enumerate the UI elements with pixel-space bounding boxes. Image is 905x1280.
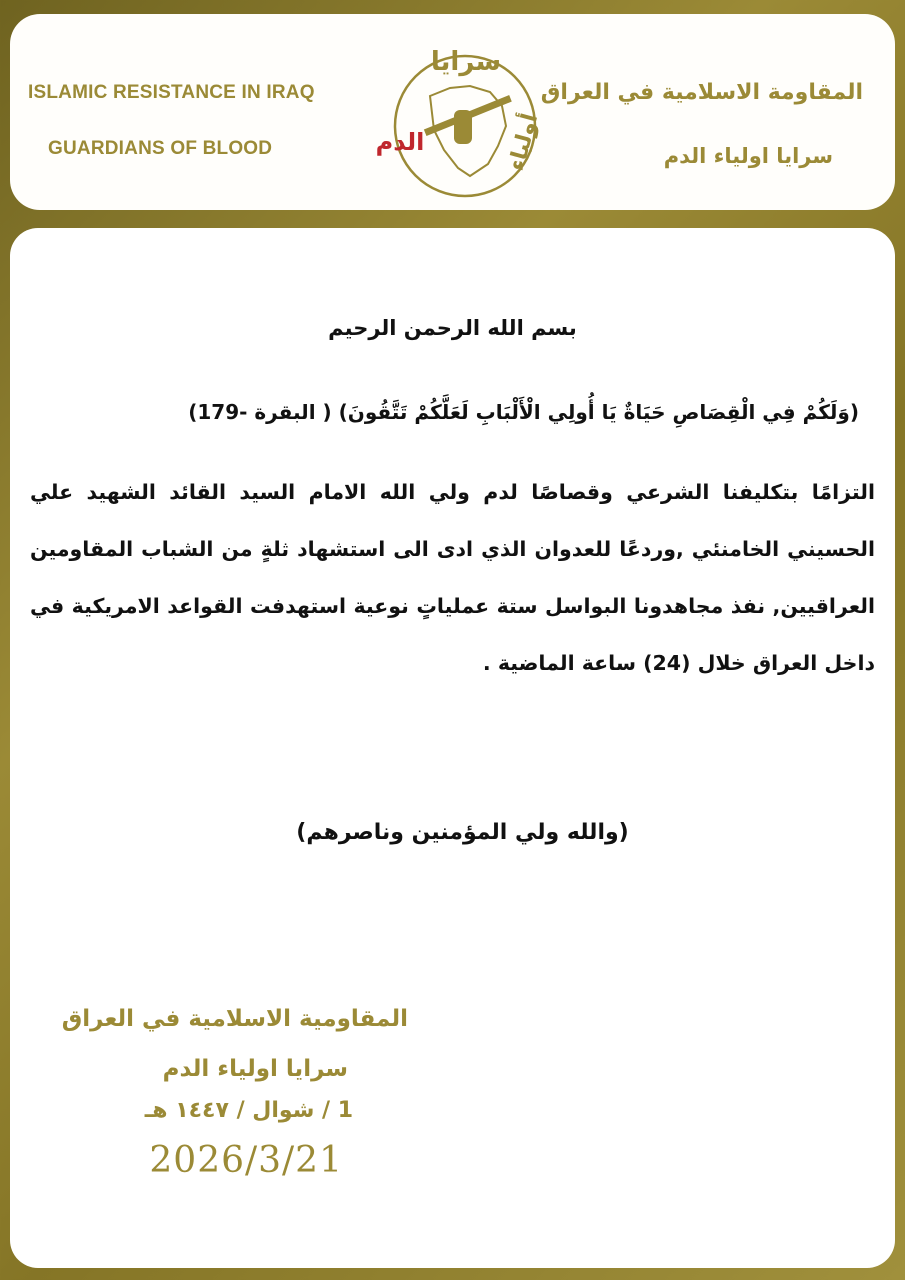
signature-organization: المقاومية الاسلامية في العراق (61, 1006, 408, 1032)
emblem-word-left: الدم (375, 128, 425, 156)
closing-phrase: (والله ولي المؤمنين وناصرهم) (296, 820, 629, 845)
statement-paragraph: التزامًا بتكليفنا الشرعي وقصاصًا لدم ولي الله الامام السيد القائد الشهيد علي الحسيني الخامنئي ,وردعًا للعدوان الذي ادى الى استشهاد ثلةٍ من الشباب المقاومين العراقيين, نفذ مجاهدونا البواسل ستة عملياتٍ نوعية استهدفت القواعد الامريكية في داخل العراق خلال (24) ساعة الماضية . (30, 480, 875, 675)
signature-group: سرايا اولياء الدم (162, 1056, 348, 1082)
emblem-word-top: سرايا (430, 47, 502, 77)
signature-hijri-date: 1 / شوال / ١٤٤٧ هـ (144, 1098, 353, 1123)
header-english-title: ISLAMIC RESISTANCE IN IRAQ (28, 82, 315, 103)
emblem-word-right: أولياء (504, 111, 544, 174)
header-arabic-title: المقاومة الاسلامية في العراق (540, 80, 863, 105)
header-card (10, 14, 895, 210)
header-arabic-subtitle: سرايا اولياء الدم (663, 144, 833, 168)
header-english-subtitle: GUARDIANS OF BLOOD (48, 138, 273, 159)
statement-card (10, 228, 895, 1268)
raised-fist-icon (454, 110, 472, 144)
signature-gregorian-date: 2026/3/21 (149, 1140, 343, 1181)
quran-verse: (وَلَكُمْ فِي الْقِصَاصِ حَيَاةٌ يَا أُولِي الْأَلْبَابِ لَعَلَّكُمْ تَتَّقُونَ) ( البقرة -179) (188, 400, 859, 424)
emblem-logo (370, 26, 560, 216)
basmala: بسم الله الرحمن الرحيم (328, 316, 577, 340)
